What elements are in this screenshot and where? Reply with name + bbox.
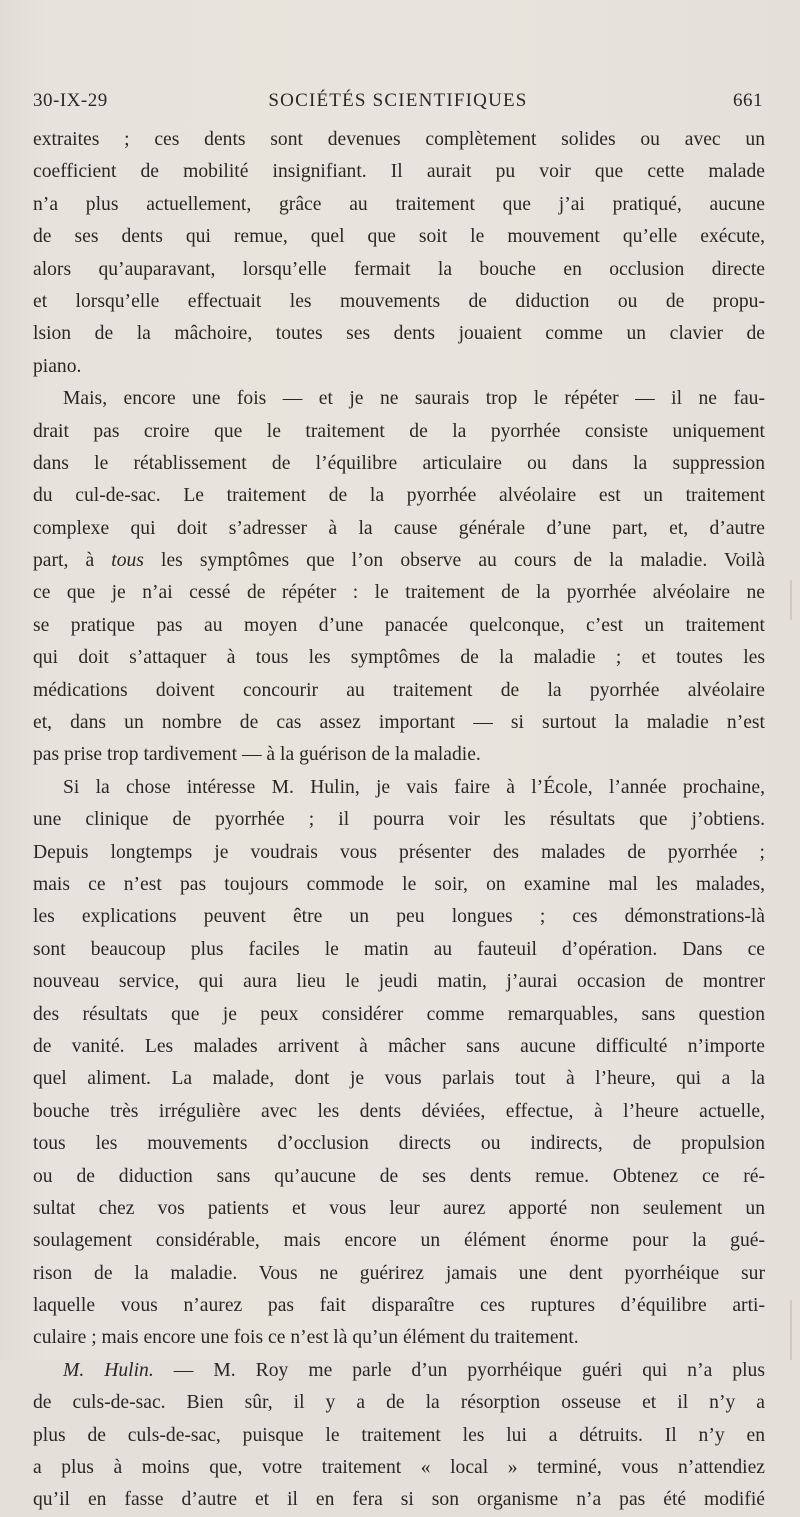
text-line: laquelle vous n’aurez pas fait disparaître ces ruptures d’équilibre arti- (33, 1295, 765, 1317)
text-line: pas prise trop tardivement — à la guérison de la maladie. (33, 744, 481, 766)
page-edge-shadow (790, 580, 792, 620)
text-line (33, 545, 765, 577)
text-segment: — M. Roy me parle d’un pyorrhéique guéri qui n’a plus (153, 1359, 765, 1381)
text-line: se pratique pas au moyen d’une panacée quelconque, c’est un traitement (33, 614, 765, 636)
text-line: qu’il en fasse d’autre et il en fera si son organisme n’a pas été modifié (33, 1489, 765, 1511)
header-title: SOCIÉTÉS SCIENTIFIQUES (268, 90, 528, 111)
text-line: rison de la maladie. Vous ne guérirez jamais une dent pyorrhéique sur (33, 1262, 765, 1284)
text-line: bouche très irrégulière avec les dents déviées, effectue, à l’heure actuelle, (33, 1100, 765, 1122)
text-line: tous les mouvements d’occlusion directs ou indirects, de propulsion (33, 1133, 765, 1155)
text-line: médications doivent concourir au traitement de la pyorrhée alvéolaire (33, 679, 765, 701)
text-line: une clinique de pyorrhée ; il pourra voir les résultats que j’obtiens. (33, 809, 765, 831)
text-line: et lorsqu’elle effectuait les mouvements de diduction ou de propu- (33, 290, 765, 312)
text-line: de vanité. Les malades arrivent à mâcher sans aucune difficulté n’importe (33, 1035, 765, 1057)
text-line: ou de diduction sans qu’aucune de ses dents remue. Obtenez ce ré- (33, 1165, 765, 1187)
text-line: les explications peuvent être un peu longues ; ces démonstrations-là (33, 906, 765, 928)
text-line: drait pas croire que le traitement de la pyorrhée consiste uniquement (33, 420, 765, 442)
text-segment: les symptômes que l’on observe au cours de la maladie. Voilà (143, 550, 765, 572)
text-line: soulagement considérable, mais encore un élément énorme pour la gué- (33, 1230, 765, 1252)
text-line: extraites ; ces dents sont devenues complètement solides ou avec un (33, 129, 765, 150)
text-line: lsion de la mâchoire, toutes ses dents jouaient comme un clavier de (33, 323, 765, 345)
text-line: dans le rétablissement de l’équilibre articulaire ou dans la suppression (33, 452, 765, 474)
running-header (33, 90, 763, 124)
text-line: alors qu’auparavant, lorsqu’elle fermait la bouche en occlusion directe (33, 258, 765, 280)
text-segment: part, à (33, 550, 112, 572)
text-line: des résultats que je peux considérer comme remarquables, sans question (33, 1003, 765, 1025)
text-line: quel aliment. La malade, dont je vous parlais tout à l’heure, qui a la (33, 1068, 765, 1090)
text-line: complexe qui doit s’adresser à la cause générale d’une part, et, d’autre (33, 517, 765, 539)
text-line: sont beaucoup plus faciles le matin au fauteuil d’opération. Dans ce (33, 938, 765, 960)
speaker-name: M. Hulin. (63, 1359, 154, 1381)
header-date: 30-IX-29 (33, 90, 108, 111)
text-line: du cul-de-sac. Le traitement de la pyorrhée alvéolaire est un traitement (33, 485, 765, 507)
italic-word: tous (111, 550, 144, 572)
text-line: de culs-de-sac. Bien sûr, il y a de la résorption osseuse et il n’y a (33, 1392, 765, 1414)
text-line: n’a plus actuellement, grâce au traitement que j’ai pratiqué, aucune (33, 193, 765, 215)
text-line: mais ce n’est pas toujours commode le soir, on examine mal les malades, (33, 873, 765, 895)
text-line: coefficient de mobilité insignifiant. Il aurait pu voir que cette malade (33, 161, 765, 183)
text-line: Mais, encore une fois — et je ne saurais trop le répéter — il ne fau- (63, 388, 765, 410)
text-line: Depuis longtemps je voudrais vous présenter des malades de pyorrhée ; (33, 841, 765, 863)
text-line: de ses dents qui remue, quel que soit le mouvement qu’elle exécute, (33, 226, 765, 248)
body-text (33, 124, 765, 1517)
text-line: culaire ; mais encore une fois ce n’est là qu’un élément du traitement. (33, 1327, 579, 1349)
text-line: sultat chez vos patients et vous leur aurez apporté non seulement un (33, 1197, 765, 1219)
text-line: a plus à moins que, votre traitement « local » terminé, vous n’attendiez (33, 1457, 765, 1479)
text-line: et, dans un nombre de cas assez important — si surtout la maladie n’est (33, 712, 765, 734)
page-number: 661 (733, 90, 763, 111)
text-line: nouveau service, qui aura lieu le jeudi matin, j’aurai occasion de montrer (33, 971, 765, 993)
text-line: plus de culs-de-sac, puisque le traitement les lui a détruits. Il n’y en (33, 1424, 765, 1446)
page-edge-shadow (790, 1300, 792, 1360)
text-line: Si la chose intéresse M. Hulin, je vais faire à l’École, l’année prochaine, (63, 776, 765, 798)
text-line: ce que je n’ai cessé de répéter : le traitement de la pyorrhée alvéolaire ne (33, 582, 765, 604)
text-line: piano. (33, 355, 82, 377)
text-line: qui doit s’attaquer à tous les symptômes de la maladie ; et toutes les (33, 647, 765, 669)
